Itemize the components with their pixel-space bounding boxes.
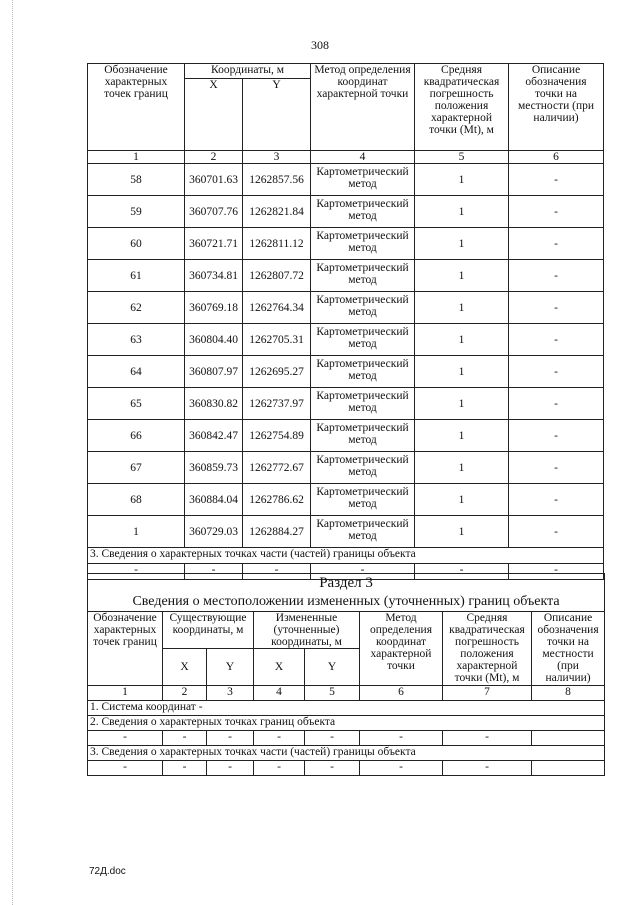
section2-label: 2. Сведения о характерных точках границ объекта (88, 716, 605, 731)
x-cell: 360807.97 (185, 356, 243, 388)
dash-cell: - (360, 761, 443, 776)
error-cell: 1 (415, 260, 509, 292)
error-cell: 1 (415, 228, 509, 260)
description-cell: - (509, 164, 604, 196)
point-cell: 65 (88, 388, 185, 420)
header-point: Обозначение характерных точек границ (88, 612, 163, 686)
section-title: Раздел 3 (88, 574, 605, 594)
header-changed-coords: Измененные (уточненные) координаты, м (254, 612, 360, 649)
dash-cell: - (443, 731, 532, 746)
dash-cell: - (509, 564, 604, 580)
header-method: Метод определения координат характерной точки (360, 612, 443, 686)
page-margin-line (12, 0, 13, 905)
col-number: 2 (185, 151, 243, 164)
point-cell: 59 (88, 196, 185, 228)
error-cell: 1 (415, 324, 509, 356)
x-cell: 360859.73 (185, 452, 243, 484)
col-number: 7 (443, 686, 532, 701)
boundary-points-table (87, 63, 604, 580)
coord-system-row (88, 701, 605, 716)
dash-cell: - (243, 564, 311, 580)
method-cell: Картометрический метод (311, 260, 415, 292)
dash-cell: - (207, 761, 254, 776)
error-cell: 1 (415, 516, 509, 548)
x-cell: 360721.71 (185, 228, 243, 260)
dash-cell (532, 761, 605, 776)
dash-cell: - (207, 731, 254, 746)
dash-cell: - (360, 731, 443, 746)
description-cell: - (509, 388, 604, 420)
dash-cell: - (415, 564, 509, 580)
method-cell: Картометрический метод (311, 420, 415, 452)
y-cell: 1262884.27 (243, 516, 311, 548)
method-cell: Картометрический метод (311, 292, 415, 324)
point-cell: 61 (88, 260, 185, 292)
x-cell: 360734.81 (185, 260, 243, 292)
y-cell: 1262821.84 (243, 196, 311, 228)
header-description: Описание обозначения точки на местности (при наличии) (509, 64, 604, 151)
point-cell: 62 (88, 292, 185, 324)
table1-section3-row (88, 548, 604, 564)
col-number: 5 (305, 686, 360, 701)
table2-column-numbers (88, 686, 605, 701)
method-cell: Картометрический метод (311, 164, 415, 196)
table1-column-numbers (88, 151, 604, 164)
x-cell: 360707.76 (185, 196, 243, 228)
table-row (88, 516, 604, 548)
y-cell: 1262705.31 (243, 324, 311, 356)
y-cell: 1262764.34 (243, 292, 311, 324)
header-error: Средняя квадратическая погрешность положения характерной точки (Mt), м (443, 612, 532, 686)
y-cell: 1262786.62 (243, 484, 311, 516)
dash-cell: - (185, 564, 243, 580)
method-cell: Картометрический метод (311, 516, 415, 548)
col-number: 4 (254, 686, 305, 701)
x-cell: 360842.47 (185, 420, 243, 452)
point-cell: 60 (88, 228, 185, 260)
col-number: 6 (360, 686, 443, 701)
footer-filename: 72Д.doc (89, 866, 126, 877)
x-cell: 360830.82 (185, 388, 243, 420)
header-y: Y (243, 79, 311, 151)
error-cell: 1 (415, 484, 509, 516)
table-row (88, 260, 604, 292)
col-number: 4 (311, 151, 415, 164)
header-changed-y: Y (305, 649, 360, 686)
description-cell: - (509, 484, 604, 516)
error-cell: 1 (415, 292, 509, 324)
col-number: 8 (532, 686, 605, 701)
table-row (88, 196, 604, 228)
x-cell: 360701.63 (185, 164, 243, 196)
description-cell: - (509, 356, 604, 388)
header-coords: Координаты, м (185, 64, 311, 79)
y-cell: 1262754.89 (243, 420, 311, 452)
section3-row (88, 746, 605, 761)
header-existing-x: X (163, 649, 207, 686)
description-cell: - (509, 516, 604, 548)
dash-cell: - (305, 731, 360, 746)
table-row (88, 420, 604, 452)
y-cell: 1262811.12 (243, 228, 311, 260)
header-method: Метод определения координат характерной точки (311, 64, 415, 151)
method-cell: Картометрический метод (311, 228, 415, 260)
x-cell: 360769.18 (185, 292, 243, 324)
description-cell: - (509, 260, 604, 292)
col-number: 6 (509, 151, 604, 164)
method-cell: Картометрический метод (311, 324, 415, 356)
section3-label: 3. Сведения о характерных точках части (частей) границы объекта (88, 548, 604, 564)
description-cell: - (509, 228, 604, 260)
point-cell: 66 (88, 420, 185, 452)
x-cell: 360804.40 (185, 324, 243, 356)
dash-cell: - (163, 761, 207, 776)
header-point: Обозначение характерных точек границ (88, 64, 185, 151)
dash-cell: - (88, 761, 163, 776)
col-number: 1 (88, 686, 163, 701)
col-number: 5 (415, 151, 509, 164)
dash-cell (532, 731, 605, 746)
dash-cell: - (254, 731, 305, 746)
method-cell: Картометрический метод (311, 452, 415, 484)
dash-cell: - (305, 761, 360, 776)
col-number: 3 (207, 686, 254, 701)
method-cell: Картометрический метод (311, 484, 415, 516)
col-number: 1 (88, 151, 185, 164)
section3-label: 3. Сведения о характерных точках части (частей) границы объекта (88, 746, 605, 761)
table-row (88, 356, 604, 388)
y-cell: 1262772.67 (243, 452, 311, 484)
description-cell: - (509, 452, 604, 484)
point-cell: 64 (88, 356, 185, 388)
table-row (88, 452, 604, 484)
dash-cell: - (88, 731, 163, 746)
table-row (88, 164, 604, 196)
section-subtitle-row (88, 593, 605, 612)
header-existing-y: Y (207, 649, 254, 686)
y-cell: 1262857.56 (243, 164, 311, 196)
coord-system-label: 1. Система координат - (88, 701, 605, 716)
table-row (88, 292, 604, 324)
method-cell: Картометрический метод (311, 388, 415, 420)
error-cell: 1 (415, 356, 509, 388)
description-cell: - (509, 420, 604, 452)
changed-boundaries-table (87, 573, 605, 776)
col-number: 2 (163, 686, 207, 701)
x-cell: 360884.04 (185, 484, 243, 516)
error-cell: 1 (415, 164, 509, 196)
table1-header-row (88, 64, 604, 79)
table2-dash-row (88, 761, 605, 776)
description-cell: - (509, 292, 604, 324)
description-cell: - (509, 196, 604, 228)
point-cell: 1 (88, 516, 185, 548)
header-x: X (185, 79, 243, 151)
page-number: 308 (311, 38, 329, 52)
section-subtitle: Сведения о местоположении измененных (уточненных) границ объекта (88, 593, 605, 612)
header-description: Описание обозначения точки на местности (при наличии) (532, 612, 605, 686)
point-cell: 58 (88, 164, 185, 196)
header-changed-x: X (254, 649, 305, 686)
dash-cell: - (163, 731, 207, 746)
y-cell: 1262737.97 (243, 388, 311, 420)
error-cell: 1 (415, 388, 509, 420)
section2-row (88, 716, 605, 731)
table2-dash-row (88, 731, 605, 746)
table-row (88, 388, 604, 420)
dash-cell: - (311, 564, 415, 580)
table-row (88, 484, 604, 516)
col-number: 3 (243, 151, 311, 164)
x-cell: 360729.03 (185, 516, 243, 548)
table-row (88, 324, 604, 356)
description-cell: - (509, 324, 604, 356)
error-cell: 1 (415, 420, 509, 452)
method-cell: Картометрический метод (311, 356, 415, 388)
y-cell: 1262695.27 (243, 356, 311, 388)
dash-cell: - (443, 761, 532, 776)
point-cell: 67 (88, 452, 185, 484)
error-cell: 1 (415, 452, 509, 484)
dash-cell: - (254, 761, 305, 776)
header-error: Средняя квадратическая погрешность положения характерной точки (Mt), м (415, 64, 509, 151)
header-existing-coords: Существующие координаты, м (163, 612, 254, 649)
error-cell: 1 (415, 196, 509, 228)
table2-header-row (88, 612, 605, 649)
y-cell: 1262807.72 (243, 260, 311, 292)
method-cell: Картометрический метод (311, 196, 415, 228)
point-cell: 68 (88, 484, 185, 516)
dash-cell: - (88, 564, 185, 580)
section-title-row (88, 574, 605, 594)
table-row (88, 228, 604, 260)
point-cell: 63 (88, 324, 185, 356)
